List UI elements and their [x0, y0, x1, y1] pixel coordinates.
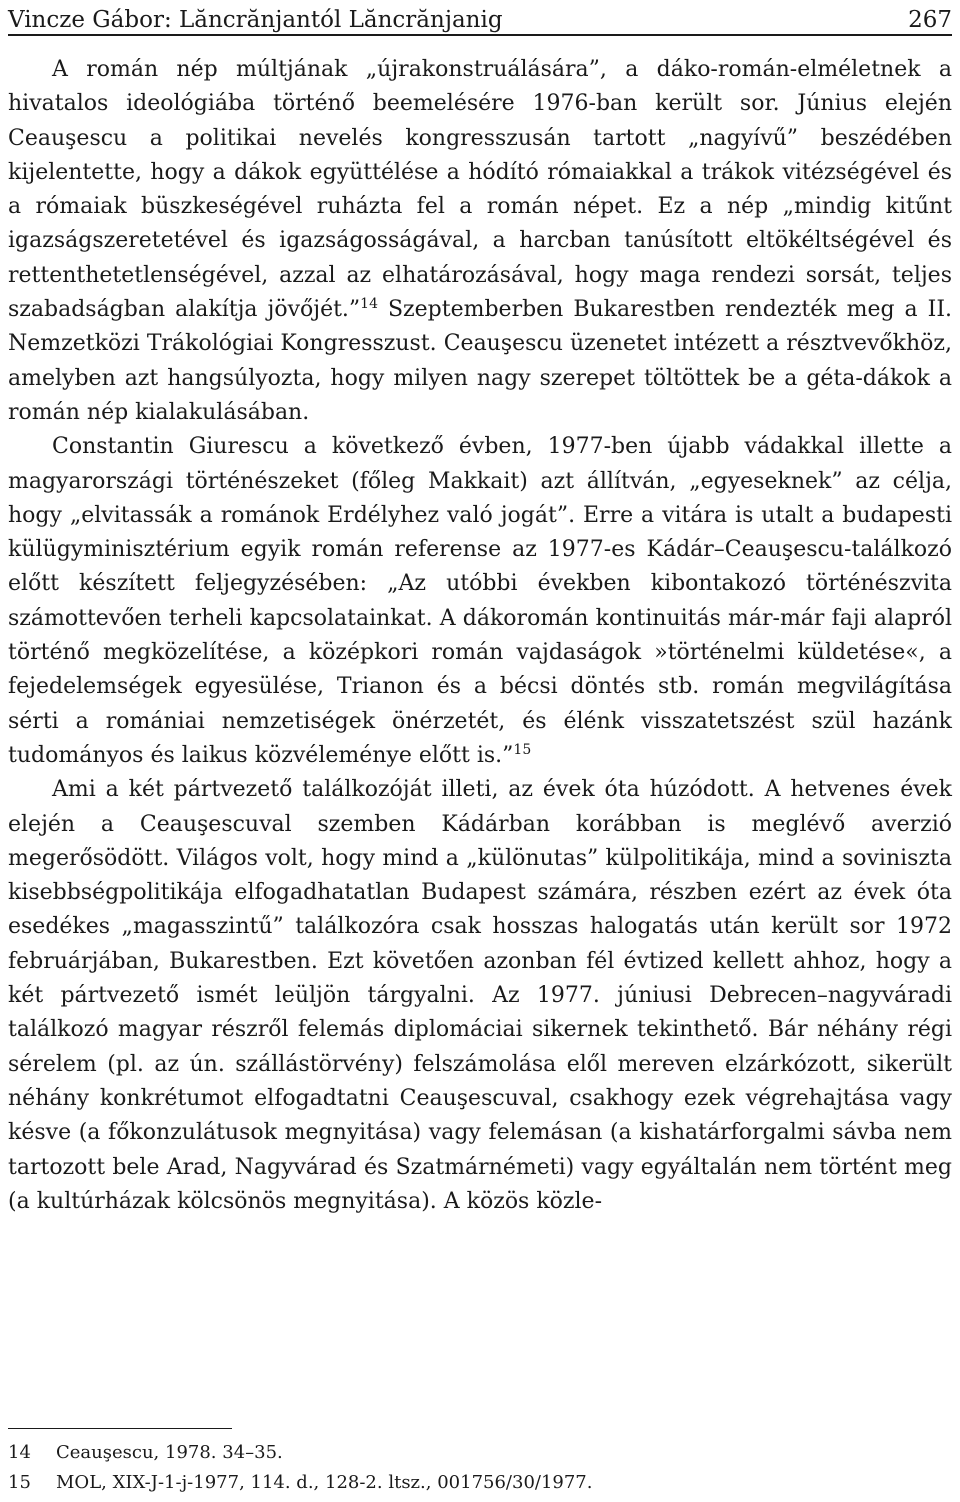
body-text [8, 53, 952, 1219]
running-head-title: Vincze Gábor: Lăncrănjantól Lăncrănjanig [8, 7, 503, 33]
footnote-rule [8, 1428, 232, 1429]
paragraph-3 [8, 773, 952, 1219]
footnote-ref-15: 15 [513, 741, 532, 758]
footnote-text: MOL, XIX-J-1-j-1977, 114. d., 128-2. ltsz., 001756/30/1977. [56, 1472, 593, 1493]
footnotes [8, 1438, 952, 1498]
footnote-ref-14: 14 [360, 296, 378, 313]
paragraph-text: Constantin Giurescu a következő évben, 1977-ben újabb vádakkal illette a magyarországi történészeket (főleg Makkait) azt állítván, „egyeseknek” az célja, hogy „elvitassák a románok Erdélyhez való jogát”. Erre a vitára is utalt a budapesti külügyminisztérium egyik román referense az 1977-es Kádár–Ceauşescu-találkozó előtt készített feljegyzésében: „Az utóbbi években kibontakozó történészvita számottevően terheli kapcsolatainkat. A dákoromán kontinuitás már-már faji alapról történő megközelítése, a középkori román vajdaságok »történelmi küldetése«, a fejedelemségek egyesülése, Trianon és a bécsi döntés stb. román megvilágítása sérti a romániai nemzetiségek önérzetét, és élénk visszatetszést szül hazánk tudományos és laikus közvéleménye előtt is.” [8, 434, 952, 768]
footnote-15 [8, 1468, 952, 1498]
paragraph-text: Ami a két pártvezető találkozóját illeti, az évek óta húzódott. A hetvenes évek elején a Ceauşescuval szemben Kádárban korábban is meglévő averzió megerősödött. Világos volt, hogy mind a „különutas” külpolitikája, mind a soviniszta kisebbségpolitikája elfogadhatatlan Budapest számára, részben ezért az évek óta esedékes „magasszintű” találkozóra csak hosszas halogatás után került sor 1972 februárjában, Bukarestben. Ezt követően azonban fél évtized kellett ahhoz, hogy a két pártvezető ismét leüljön tárgyalni. Az 1977. júniusi Debrecen–nagyváradi találkozó magyar részről felemás diplomáciai sikernek tekinthető. Bár néhány régi sérelem (pl. az ún. szállástörvény) felszámolása elől mereven elzárkózott, sikerült néhány konkrétumot elfogadtatni Ceauşescuval, csakhogy ezek végrehajtása vagy késve (a főkonzulátusok megnyitása) vagy felemásan (a kishatárforgalmi sávba nem tartozott bele Arad, Nagyvárad és Szatmárnémeti) vagy egyáltalán nem történt meg (a kultúrházak kölcsönös megnyitása). A közös közle- [8, 777, 952, 1214]
paragraph-text-continued: Szeptemberben Bukarestben rendezték meg a II. Nemzetközi Trákológiai Kongresszust. Ceauşescu üzenetet intézett a résztvevőkhöz, amelyben azt hangsúlyozta, hogy milyen nagy szerepet töltöttek be a géta-dákok a román nép kialakulásában. [8, 297, 952, 425]
paragraph-2 [8, 430, 952, 773]
page [8, 0, 952, 1493]
footnote-number: 14 [8, 1442, 31, 1463]
paragraph-text: A román nép múltjának „újrakonstruálására”, a dáko-román-elméletnek a hivatalos ideológiába történő beemelésére 1976-ban került sor. Június elején Ceauşescu a politikai nevelés kongresszusán tartott „nagyívű” beszédében kijelentette, hogy a dákok együttélése a hódító rómaiakkal a trákok vitézségével és a rómaiak büszkeségével ruházta fel a román népet. Ez a nép „mindig kitűnt igazságszeretetével és igazságosságával, a harcban tanúsított eltökéltségével és rettenthetetlenségével, azzal az elhatározásával, hogy maga rendezi sorsát, teljes szabadságban alakítja jövőjét.” [8, 57, 952, 323]
running-head [8, 0, 952, 34]
footnote-14 [8, 1438, 952, 1468]
header-rule [8, 34, 952, 36]
footnote-text: Ceauşescu, 1978. 34–35. [56, 1442, 283, 1463]
footnote-number: 15 [8, 1472, 31, 1493]
page-number: 267 [908, 7, 952, 33]
paragraph-1 [8, 53, 952, 430]
